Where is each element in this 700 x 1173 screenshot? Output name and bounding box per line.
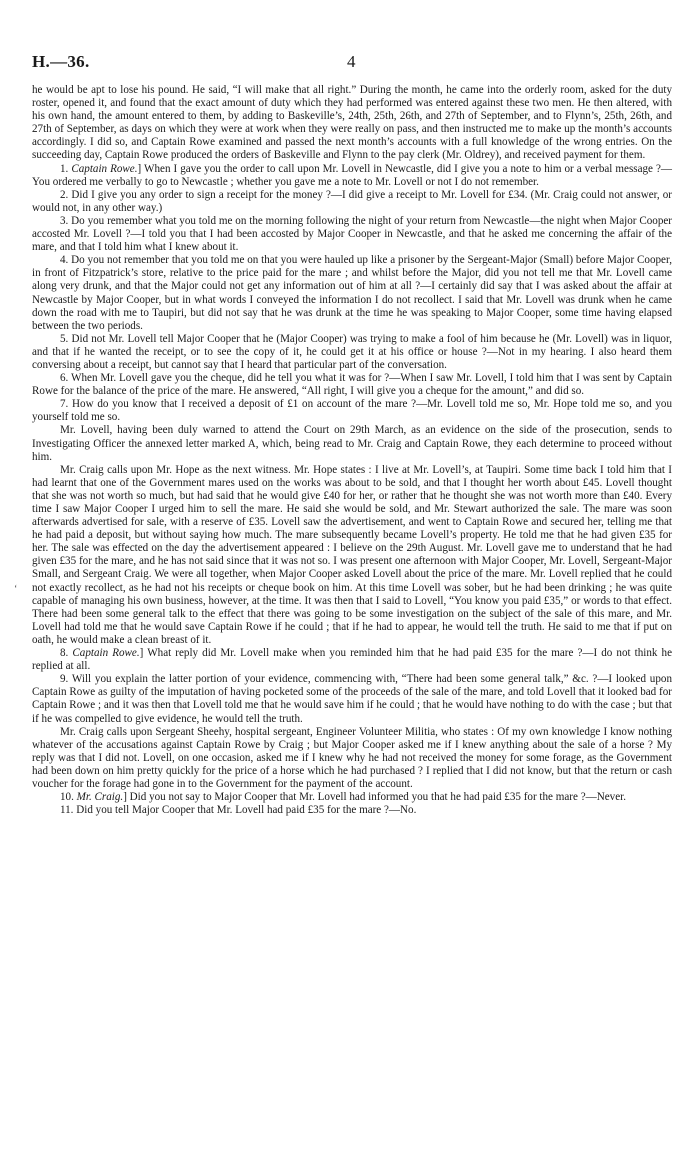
speaker-label: Captain Rowe. [71, 162, 138, 175]
paragraph-14: 11. Did you tell Major Cooper that Mr. Lovell had paid £35 for the mare ?—No. [60, 804, 417, 817]
paragraph-12: Mr. Craig calls upon Sergeant Sheehy, hospital sergeant, Engineer Volunteer Militia, who states : Of my own knowledge I know nothing whatever of the accusations against Captain Rowe by Craig ; but Major Cooper asked me if I knew anything about the sale of a horse ? My reply was that I did not. Lovell, on one occasion, asked me if I knew why he had not received the money for some forage, as the Government had been down on him pretty quickly for the price of a horse which he had purchased ? I replied that I did not know, but that the return or cash voucher for the forage had gone in to the Government for the payment of the account. [32, 725, 672, 790]
paragraph-1: 1. Captain Rowe.] When I gave you the order to call upon Mr. Lovell in Newcastle, did I give you a note to him or a verbal message ?—You ordered me verbally to go to Newcastle ; whether you gave me a note to Mr. Lovell or not I do not remember. [32, 162, 672, 188]
speaker-label: Captain Rowe. [72, 647, 140, 660]
paragraph-4: 4. Do you not remember that you told me on that you were hauled up like a prisoner by the Sergeant-Major (Small) before Major Cooper, in front of Fitzpatrick’s store, relative to the price paid for the mare ; and whilst before the Major, did you not tell me that Mr. Lovell came along very drunk, and that the Major could not get any information out of him at all ?—I certainly did say that I was asked about the affair at Newcastle by Major Cooper, but in what words I conveyed the information I do not recollect. I said that Mr. Lovell was drunk when he came down the road with me to Taupiri, but did not say that he was drunk at the time he was speaking to Major Cooper, some time having elapsed between the two periods. [32, 254, 672, 332]
paragraph-8: Mr. Lovell, having been duly warned to attend the Court on 29th March, as an evidence on the side of the prosecution, sends to Investigating Officer the annexed letter marked A, which, being read to Mr. Craig and Captain Rowe, they each determine to proceed without him. [32, 424, 672, 463]
page-number: 4 [347, 52, 356, 71]
paragraph-10: 8. Captain Rowe.] What reply did Mr. Lovell make when you reminded him that he had paid £35 for the mare ?—I do not think he replied at all. [32, 647, 672, 673]
paragraph-6: 6. When Mr. Lovell gave you the cheque, did he tell you what it was for ?—When I saw Mr. Lovell, I told him that I was sent by Captain Rowe for the balance of the price of the mare. He answered, “All right, I will give you a cheque for the amount,” and did so. [32, 372, 672, 398]
speaker-label: Mr. Craig. [76, 791, 124, 804]
paragraph-11: 9. Will you explain the latter portion of your evidence, commencing with, “There had been some general talk,” &c. ?—I looked upon Captain Rowe as guilty of the imputation of having pocketed some of the proceeds of the sale of the mare, and told Lovell that it looked bad for Captain Rowe ; and it was then that Lovell told me that he would save him if he could ; that he would have nothing to do with the case ; but that if he was compelled to give evidence, he would tell the truth. [32, 673, 672, 725]
paragraph-2: 2. Did I give you any order to sign a receipt for the money ?—I did give a receipt to Mr. Lovell for £34. (Mr. Craig could not answer, or would not, in any other way.) [32, 188, 672, 214]
page-header [32, 52, 668, 74]
paragraph-0: he would be apt to lose his pound. He said, “I will make that all right.” During the month, he came into the orderly room, asked for the duty roster, opened it, and found that the exact amount of duty which they had performed was entered against these two men. He then altered, with his own hand, the amount entered to them, by adding to Baskeville’s, 24th, 25th, 26th, and 27th of September, and to Flynn’s, 25th, 26th, and 27th of September, as days on which they were at work when they were really on pass, and then instructed me to make up the month’s accounts accordingly. I did so, and Captain Rowe examined and passed the next month’s accounts with a full knowledge of the wrong entries. On the succeeding day, Captain Rowe produced the orders of Baskeville and Flynn to the pay clerk (Mr. Oldrey), and received payment for them. [32, 84, 672, 162]
paragraph-13: 10. Mr. Craig.] Did you not say to Major Cooper that Mr. Lovell had informed you that he had paid £35 for the mare ?—Never. [60, 791, 626, 804]
paragraph-5: 5. Did not Mr. Lovell tell Major Cooper that he (Major Cooper) was trying to make a fool of him because he (Mr. Lovell) was in liquor, and that if he wanted the receipt, or to see the copy of it, he could get it at his office or house ?—Not in my hearing. I also heard them conversing about a receipt, but cannot say that I heard that particular part of the conversation. [32, 332, 672, 371]
paragraph-3: 3. Do you remember what you told me on the morning following the night of your return from Newcastle—the night when Major Cooper accosted Mr. Lovell ?—I told you that I had been accosted by Major Cooper in Newcastle, and that he asked me concerning the affair of the mare, and that I told him what I knew about it. [32, 214, 672, 254]
paragraph-7: 7. How do you know that I received a deposit of £1 on account of the mare ?—Mr. Lovell told me so, Mr. Hope told me so, and you yourself told me so. [32, 398, 672, 424]
body-text [32, 84, 672, 817]
margin-mark: ‘ [14, 584, 18, 595]
paragraph-9: Mr. Craig calls upon Mr. Hope as the next witness. Mr. Hope states : I live at Mr. Lovell’s, at Taupiri. Some time back I told him that I had learnt that one of the Government mares used on the works was about to be sold, and that I thought her worth about £45. Lovell thought that she was not worth so much, but had said that he would give £40 for her, or rather that he thought she was not worth more than £40. Every time I saw Major Cooper I urged him to sell the mare. He said she would be sold, and Mr. Stewart authorized the sale. The mare was soon afterwards advertised for sale, with a reserve of £35. Lovell saw the advertisement, and went to Captain Rowe and secured her, telling me that he had paid a deposit, but without saying how much. The mare subsequently became Lovell’s property. He told me that he had given £35 for her. The sale was effected on the day the advertisement appeared : I believe on the 29th August. Mr. Lovell gave me to understand that he had given £35 for the mare, and he has not said since that it was not so. I was present one afternoon with Major Cooper, Mr. Lovell, Sergeant-Major Small, and Sergeant Craig. We were all together, when Major Cooper asked Lovell about the price of the mare. Mr. Lovell replied that he could not exactly recollect, as he had not his receipts or cheque book on him. At this time Lovell was sober, but he had been drinking ; he was quite capable of managing his own business, however, at the time. It was then that I said to Lovell, “You know you paid £35,” or words to that effect. There had been some general talk to the effect that there was going to be some investigation on the subject of the sale of this mare, and Mr. Lovell had told me that he would save Captain Rowe if he could ; that if he had to appear, he would tell the truth. He said to me that if put on oath, he would make a clean breast of it. [32, 463, 672, 646]
document-reference: H.—36. [32, 52, 90, 71]
